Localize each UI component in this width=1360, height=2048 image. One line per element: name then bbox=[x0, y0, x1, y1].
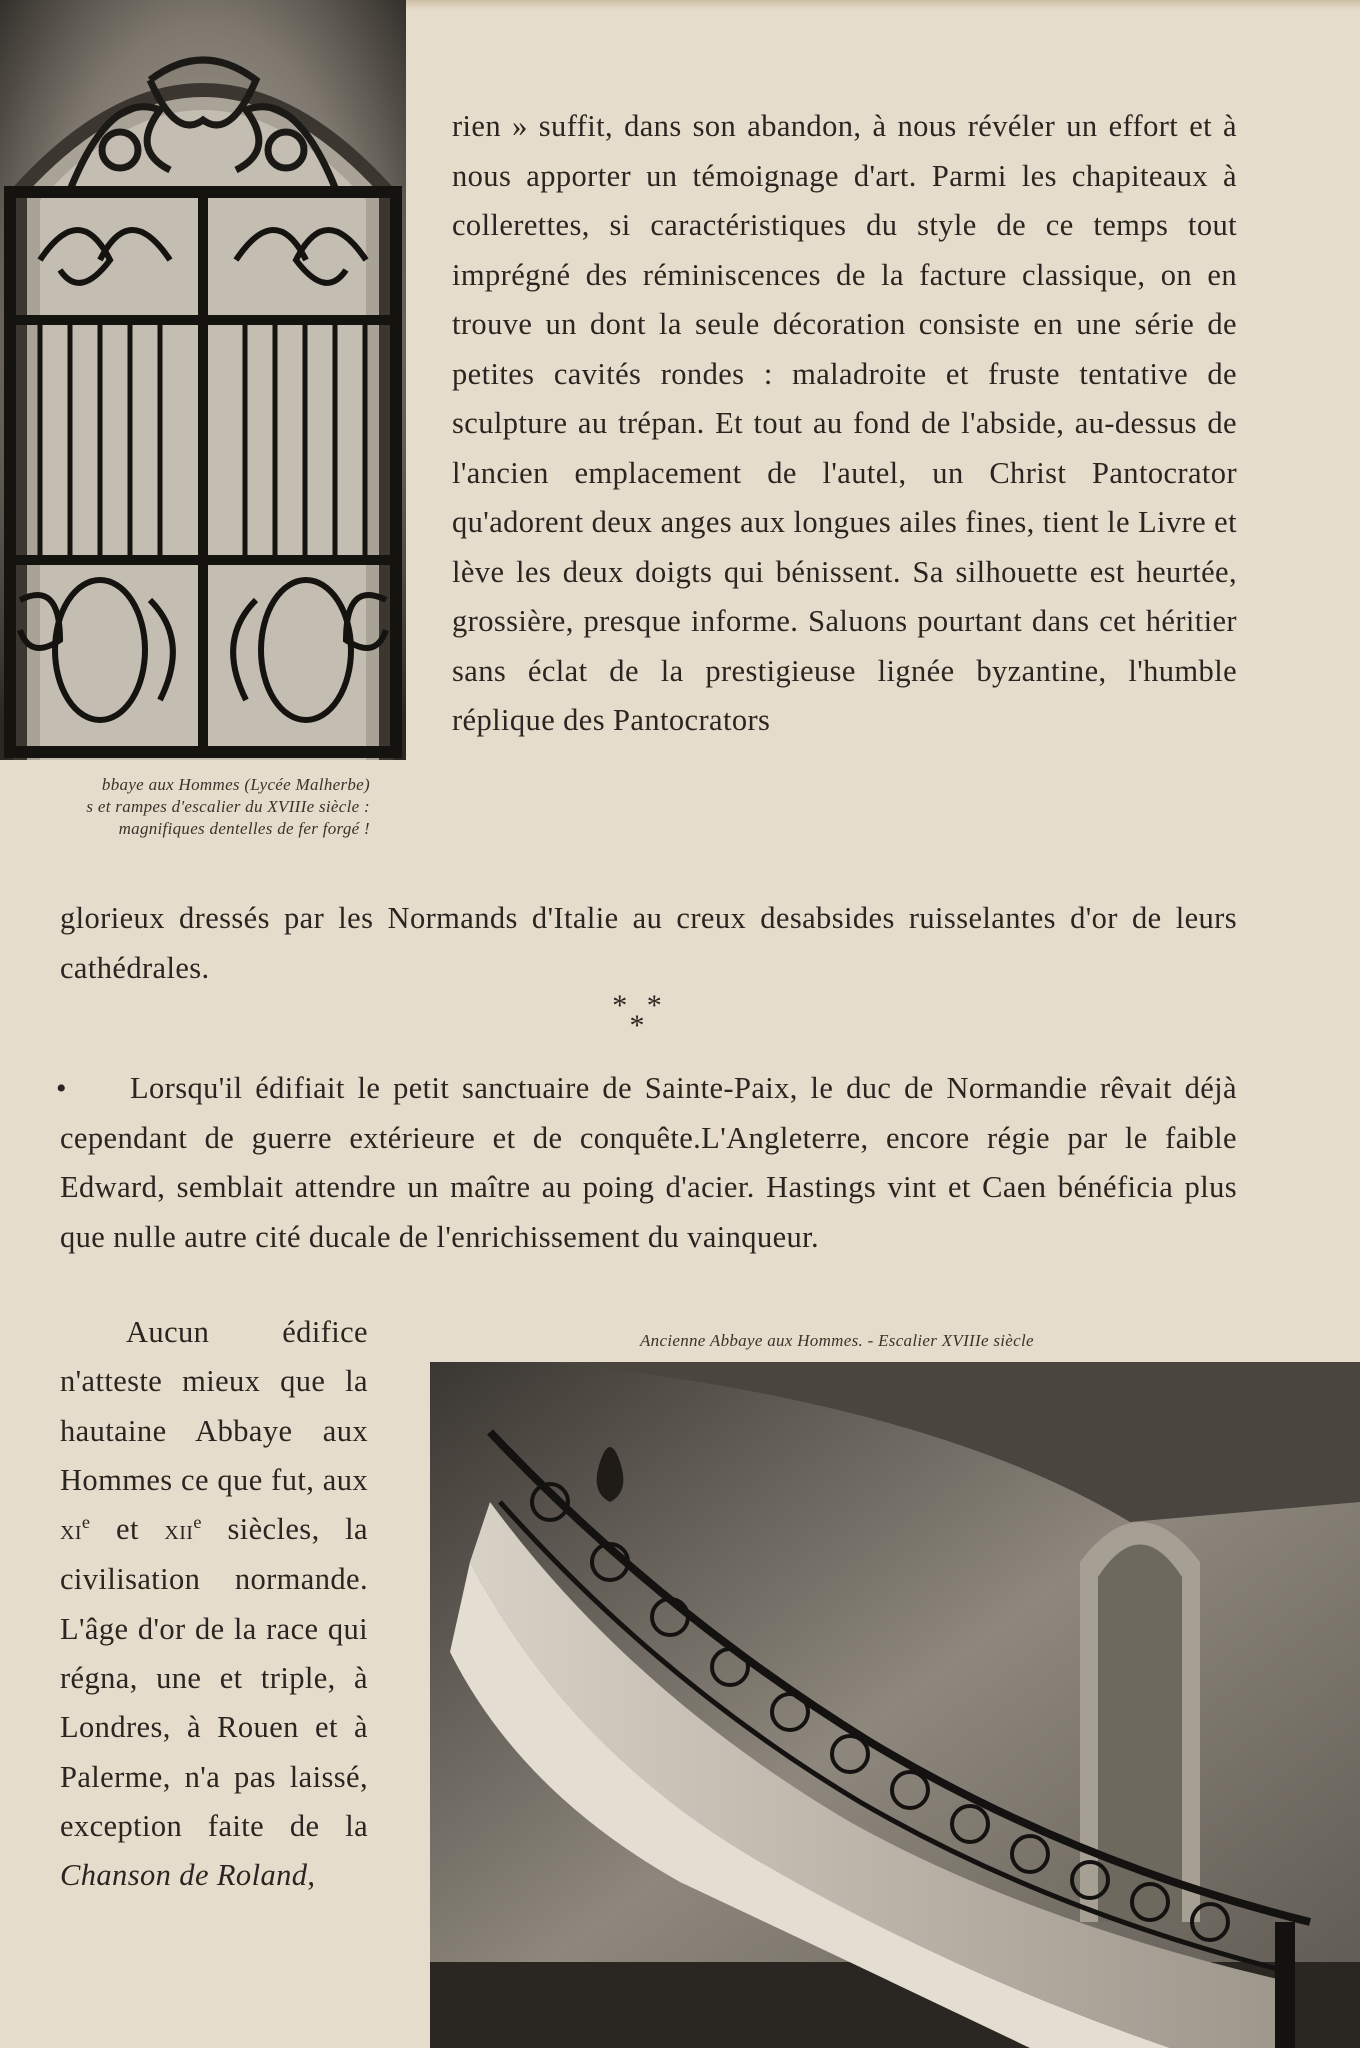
chanson-de-roland-title: Chanson de Roland bbox=[60, 1858, 308, 1893]
wrought-iron-gate-photo bbox=[0, 0, 406, 760]
roman-numeral-xi: xi bbox=[60, 1515, 82, 1547]
left-column-text bbox=[60, 1308, 368, 1901]
full-width-text bbox=[60, 894, 1237, 993]
paragraph-sainte-paix-text: Lorsqu'il édifiait le petit sanctuaire de Sainte-Paix, le duc de Normandie rêvait déjà cependant de guerre extérieure et de conquête.L'Angleterre, encore régie par le faible Edward, semblait attendre un maître au poing d'acier. Hastings vint et Caen bénéficia plus que nulle autre cité ducale de l'enrichissement du vainqueur. bbox=[60, 1071, 1237, 1254]
paragraph-sainte-paix bbox=[60, 1064, 1237, 1262]
section-asterism: * * * bbox=[612, 989, 668, 1042]
staircase-photo-caption: Ancienne Abbaye aux Hommes. - Escalier XVIIIe siècle bbox=[640, 1331, 1034, 1350]
right-column-text bbox=[452, 102, 1237, 746]
abbaye-text-4: , bbox=[307, 1858, 316, 1893]
paragraph-pantocrator-end: glorieux dressés par les Normands d'Italie au creux desabsides ruisselantes d'or de leurs cathédrales. bbox=[60, 901, 1237, 985]
gate-caption-line-3: magnifiques dentelles de fer forgé ! bbox=[118, 819, 370, 838]
superscript-e: e bbox=[193, 1512, 202, 1533]
abbaye-text-3: siècles, la civilisation normande. L'âge d'or de la race qui régna, une et triple, à Londres, à Rouen et à Palerme, n'a pas laissé, exception faite de la bbox=[60, 1512, 368, 1843]
abbaye-text-1: Aucun édifice n'atteste mieux que la hautaine Abbaye aux Hommes ce que fut, aux bbox=[60, 1315, 368, 1497]
gate-photo-caption bbox=[0, 774, 370, 840]
gate-caption-line-2: s et rampes d'escalier du XVIIIe siècle : bbox=[86, 797, 370, 816]
paragraph-abbaye bbox=[60, 1308, 368, 1901]
superscript-e: e bbox=[81, 1512, 91, 1533]
roman-numeral-xii: xii bbox=[164, 1515, 194, 1547]
gate-caption-line-1: bbaye aux Hommes (Lycée Malherbe) bbox=[101, 775, 370, 794]
abbaye-text-2: et bbox=[90, 1512, 165, 1547]
bullet-mark: • bbox=[56, 1072, 67, 1105]
staircase-photo bbox=[430, 1362, 1360, 2048]
paragraph-pantocrator: rien » suffit, dans son abandon, à nous révéler un effort et à nous apporter un témoignage d'art. Parmi les chapiteaux à collerettes, si caractéristiques du style de ce temps tout imprégné des réminiscences de la facture classique, on en trouve un dont la seule décoration consiste en une série de petites cavités rondes : maladroite et fruste tentative de sculpture au trépan. Et tout au fond de l'abside, au-dessus de l'ancien emplacement de l'autel, un Christ Pantocrator qu'adorent deux anges aux longues ailes fines, tient le Livre et lève les deux doigts qui bénissent. Sa silhouette est heurtée, grossière, presque informe. Saluons pourtant dans cet héritier sans éclat de la prestigieuse lignée byzantine, l'humble réplique des Pantocrators bbox=[452, 109, 1237, 737]
